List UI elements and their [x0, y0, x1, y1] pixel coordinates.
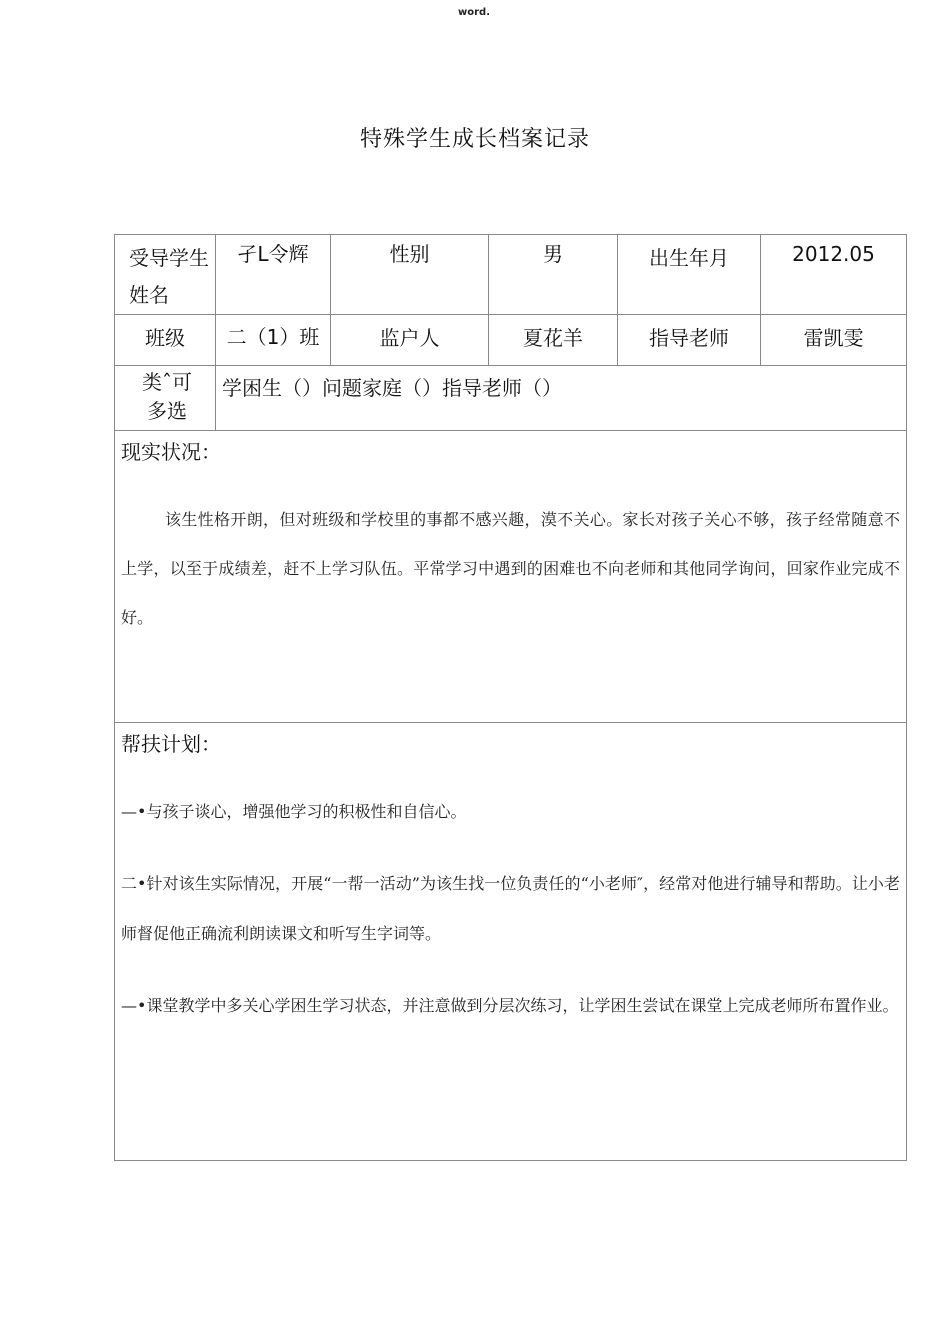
gender-label: 性别 — [331, 235, 489, 315]
situation-section — [115, 431, 907, 723]
guardian-value: 夏花羊 — [489, 315, 618, 366]
birth-value: 2012.05 — [761, 235, 907, 315]
plan-section — [115, 723, 907, 1161]
document-title: 特殊学生成长档案记录 — [359, 127, 590, 152]
plan-item-2: 二•针对该生实际情况，开展“一帮一活动”为该生找一位负责任的“小老师″，经常对他进行辅导和帮助。让小老师督促他正确流利朗读课文和听写生字词等。 — [121, 874, 900, 943]
plan-item-1: —•与孩子谈心，增强他学习的积极性和自信心。 — [121, 802, 467, 821]
category-label: 类ˆ可多选 — [115, 366, 216, 431]
plan-heading: 帮扶计划： — [121, 732, 221, 756]
header-mark: word. — [458, 7, 490, 18]
student-name-value: 孑L令辉 — [216, 235, 331, 315]
guardian-label: 监户人 — [331, 315, 489, 366]
category-options: 学困生（）问题家庭（）指导老师（） — [216, 366, 907, 431]
birth-label: 出生年月 — [618, 235, 761, 315]
gender-value: 男 — [489, 235, 618, 315]
mentor-value: 雷凯雯 — [761, 315, 907, 366]
situation-text: 该生性格开朗，但对班级和学校里的事都不感兴趣，漠不关心。家长对孩子关心不够，孩子经常随意不上学，以至于成绩差，赶不上学习队伍。平常学习中遇到的困难也不向老师和其他同学询问，回家作业完成不好。 — [121, 510, 900, 627]
mentor-label: 指导老师 — [618, 315, 761, 366]
student-record-table — [114, 234, 907, 1161]
student-name-label: 受导学生姓名 — [115, 235, 216, 315]
class-value: 二（1）班 — [216, 315, 331, 366]
class-label: 班级 — [115, 315, 216, 366]
situation-heading: 现实状况： — [121, 440, 221, 464]
plan-item-3: —•课堂教学中多关心学困生学习状态，并注意做到分层次练习，让学困生尝试在课堂上完成老师所布置作业。 — [121, 996, 899, 1015]
